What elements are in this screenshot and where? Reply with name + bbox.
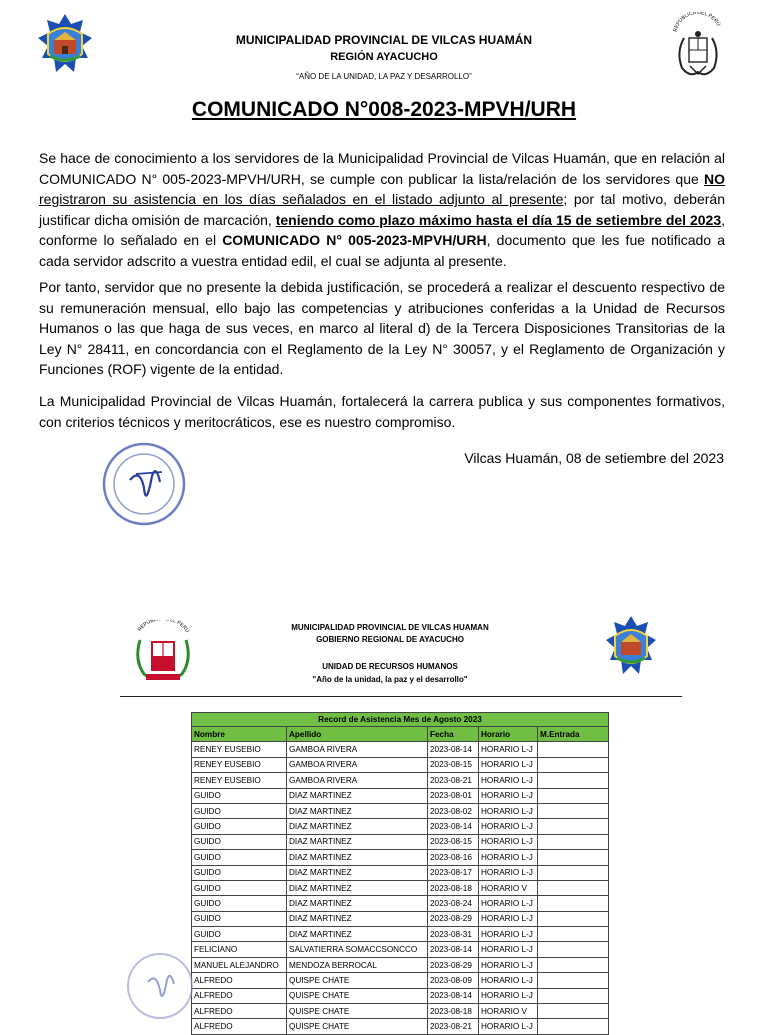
table-cell: HORARIO L-J — [479, 788, 538, 803]
table-cell: 2023-08-14 — [428, 988, 479, 1003]
paragraph-2: Por tanto, servidor que no presente la debida justificación, se procederá a realizar el descuento respectivo de su remuneración mensual, ello bajo las competencias y atribuciones conferidas a la Unidad de Recursos Humanos o las que haga de sus veces, en marco al literal d) de la Tercera Disposiciones Transitorias de la Ley N° 28411, en concordancia con el Reglamento de la Ley N° 30057, y el Reglamento de Organización y Funciones (ROF) vigente de la entidad. — [39, 279, 725, 378]
table-cell: RENEY EUSEBIO — [192, 757, 287, 772]
p1-comunicado-ref: COMUNICADO N° 005-2023-MPVH/URH — [222, 232, 487, 249]
p2-motto: "Año de la unidad, la paz y el desarrollo" — [312, 675, 468, 684]
table-cell — [538, 757, 609, 772]
table-cell: 2023-08-24 — [428, 896, 479, 911]
col-header: Nombre — [192, 727, 287, 742]
table-cell: HORARIO V — [479, 1004, 538, 1019]
table-cell: GUIDO — [192, 880, 287, 895]
table-row — [192, 850, 609, 865]
table-row — [192, 880, 609, 895]
table-cell: HORARIO L-J — [479, 1019, 538, 1034]
p2-unit: UNIDAD DE RECURSOS HUMANOS — [322, 662, 458, 671]
table-row — [192, 819, 609, 834]
table-cell: RENEY EUSEBIO — [192, 742, 287, 757]
p1-deadline: teniendo como plazo máximo hasta el día 15 de setiembre del 2023 — [275, 211, 722, 228]
table-cell: DIAZ MARTINEZ — [287, 788, 428, 803]
table-header-row — [192, 727, 609, 742]
table-cell: DIAZ MARTINEZ — [287, 896, 428, 911]
table-cell: HORARIO V — [479, 880, 538, 895]
table-cell: 2023-08-29 — [428, 957, 479, 972]
table-cell: 2023-08-14 — [428, 819, 479, 834]
p1-underlined: registraron su asistencia en los días señalados en el listado adjunto al presente — [39, 191, 564, 208]
table-cell: ALFREDO — [192, 1019, 287, 1034]
table-cell: GUIDO — [192, 911, 287, 926]
table-cell: 2023-08-18 — [428, 1004, 479, 1019]
table-cell: GUIDO — [192, 803, 287, 818]
table-cell: GAMBOA RIVERA — [287, 773, 428, 788]
table-row — [192, 988, 609, 1003]
table-cell: 2023-08-31 — [428, 927, 479, 942]
table-cell: HORARIO L-J — [479, 773, 538, 788]
header-motto: “AÑO DE LA UNIDAD, LA PAZ Y DESARROLLO” — [296, 72, 472, 81]
table-cell — [538, 973, 609, 988]
table-cell: 2023-08-18 — [428, 880, 479, 895]
table-cell: SALVATIERRA SOMACCSONCCO — [287, 942, 428, 957]
col-header: M.Entrada — [538, 727, 609, 742]
table-cell: GUIDO — [192, 865, 287, 880]
table-row — [192, 773, 609, 788]
table-cell — [538, 803, 609, 818]
table-cell — [538, 957, 609, 972]
table-cell: HORARIO L-J — [479, 865, 538, 880]
table-cell: 2023-08-17 — [428, 865, 479, 880]
peru-coat-of-arms-right — [668, 12, 728, 84]
table-row — [192, 1004, 609, 1019]
table-row — [192, 834, 609, 849]
table-caption: Record de Asistencia Mes de Agosto 2023 — [192, 713, 609, 727]
table-cell: 2023-08-21 — [428, 773, 479, 788]
table-row — [192, 803, 609, 818]
table-cell: DIAZ MARTINEZ — [287, 834, 428, 849]
table-cell: DIAZ MARTINEZ — [287, 911, 428, 926]
p1-no-emphasis: NO — [704, 170, 725, 187]
table-cell: HORARIO L-J — [479, 757, 538, 772]
header-region: REGIÓN AYACUCHO — [330, 51, 438, 63]
date-line: Vilcas Huamán, 08 de setiembre del 2023 — [464, 450, 724, 466]
p1-text-2: ; por tal motivo, deberán justificar dicha omisión de marcación, — [39, 191, 725, 228]
table-cell: MANUEL ALEJANDRO — [192, 957, 287, 972]
p2-seal-text: REPÚBL EL PERÚ — [136, 620, 191, 634]
table-row — [192, 927, 609, 942]
paragraph-1 — [39, 148, 725, 272]
header-org: MUNICIPALIDAD PROVINCIAL DE VILCAS HUAMÁN — [235, 33, 533, 47]
table-cell: GUIDO — [192, 896, 287, 911]
table-cell — [538, 865, 609, 880]
p2-org: MUNICIPALIDAD PROVINCIAL DE VILCAS HUAMAN — [291, 623, 489, 632]
table-row — [192, 896, 609, 911]
table-cell: 2023-08-01 — [428, 788, 479, 803]
table-cell: 2023-08-15 — [428, 757, 479, 772]
peru-coat-of-arms-p2 — [128, 620, 198, 686]
table-cell — [538, 819, 609, 834]
table-row — [192, 788, 609, 803]
municipal-logo-p2 — [604, 614, 658, 684]
table-cell: HORARIO L-J — [479, 896, 538, 911]
table-cell: ALFREDO — [192, 1004, 287, 1019]
table-cell: RENEY EUSEBIO — [192, 773, 287, 788]
table-row — [192, 742, 609, 757]
table-cell: GUIDO — [192, 788, 287, 803]
table-cell: 2023-08-21 — [428, 1019, 479, 1034]
table-cell — [538, 1019, 609, 1034]
attendance-table — [191, 712, 609, 1035]
table-cell — [538, 880, 609, 895]
p1-text-3: , conforme lo señalado en el — [39, 211, 726, 249]
table-cell: DIAZ MARTINEZ — [287, 880, 428, 895]
table-cell: DIAZ MARTINEZ — [287, 803, 428, 818]
col-header: Horario — [479, 727, 538, 742]
table-cell — [538, 988, 609, 1003]
table-row — [192, 957, 609, 972]
table-cell: 2023-08-02 — [428, 803, 479, 818]
table-cell: FELICIANO — [192, 942, 287, 957]
table-cell: DIAZ MARTINEZ — [287, 865, 428, 880]
col-header: Apellido — [287, 727, 428, 742]
table-cell — [538, 896, 609, 911]
table-cell: HORARIO L-J — [479, 742, 538, 757]
p1-text-1: Se hace de conocimiento a los servidores de la Municipalidad Provincial de Vilcas Huamán, que en relación al COMUNICADO N° 005-2023-MPVH/URH, se cumple con publicar la lista/relación de los servidores que — [39, 150, 725, 187]
table-cell: GUIDO — [192, 927, 287, 942]
table-cell: HORARIO L-J — [479, 988, 538, 1003]
paragraph-3: La Municipalidad Provincial de Vilcas Huamán, fortalecerá la carrera publica y sus componentes formativos, con criterios técnicos y meritocráticos, ese es nuestro compromiso. — [39, 393, 725, 430]
table-cell: GAMBOA RIVERA — [287, 742, 428, 757]
table-cell: GUIDO — [192, 834, 287, 849]
table-cell — [538, 927, 609, 942]
svg-text:REPÚBLICA DEL PERÚ — [672, 12, 722, 32]
table-row — [192, 973, 609, 988]
table-cell: HORARIO L-J — [479, 911, 538, 926]
table-cell: QUISPE CHATE — [287, 973, 428, 988]
table-cell: HORARIO L-J — [479, 927, 538, 942]
table-cell: 2023-08-09 — [428, 973, 479, 988]
p2-divider — [120, 696, 682, 697]
svg-text:REPÚBLICA DEL PERÚ — [137, 620, 191, 634]
table-cell — [538, 942, 609, 957]
table-cell: HORARIO L-J — [479, 819, 538, 834]
table-cell — [538, 911, 609, 926]
table-cell: GAMBOA RIVERA — [287, 757, 428, 772]
table-cell: HORARIO L-J — [479, 942, 538, 957]
official-stamp-signature — [100, 438, 190, 530]
table-cell: GUIDO — [192, 819, 287, 834]
table-cell: DIAZ MARTINEZ — [287, 850, 428, 865]
table-cell: HORARIO L-J — [479, 957, 538, 972]
table-cell: ALFREDO — [192, 988, 287, 1003]
table-cell — [538, 850, 609, 865]
table-row — [192, 942, 609, 957]
table-cell: 2023-08-14 — [428, 742, 479, 757]
p1-text-4: , documento que les fue notificado a cada servidor adscrito a vuestra entidad edil, el cual se adjunta al presente. — [39, 232, 725, 269]
page-title: COMUNICADO N°008-2023-MPVH/URH — [191, 98, 577, 121]
table-cell: DIAZ MARTINEZ — [287, 819, 428, 834]
table-cell: HORARIO L-J — [479, 803, 538, 818]
table-row — [192, 757, 609, 772]
table-cell — [538, 742, 609, 757]
table-cell: QUISPE CHATE — [287, 988, 428, 1003]
table-cell: QUISPE CHATE — [287, 1019, 428, 1034]
p2-gov: GOBIERNO REGIONAL DE AYACUCHO — [316, 635, 464, 644]
seal-text-top: REPÚBLICA DEL PERÚ — [672, 12, 722, 33]
table-cell — [538, 834, 609, 849]
table-row — [192, 1019, 609, 1034]
table-cell: ALFREDO — [192, 973, 287, 988]
table-cell: HORARIO L-J — [479, 850, 538, 865]
table-cell: DIAZ MARTINEZ — [287, 927, 428, 942]
table-cell: HORARIO L-J — [479, 834, 538, 849]
table-cell: 2023-08-15 — [428, 834, 479, 849]
table-cell: 2023-08-14 — [428, 942, 479, 957]
table-cell — [538, 773, 609, 788]
table-cell — [538, 1004, 609, 1019]
table-cell: 2023-08-16 — [428, 850, 479, 865]
table-row — [192, 865, 609, 880]
stamp-signature-p2 — [124, 950, 196, 1020]
table-row — [192, 911, 609, 926]
col-header: Fecha — [428, 727, 479, 742]
table-cell — [538, 788, 609, 803]
table-cell: QUISPE CHATE — [287, 1004, 428, 1019]
table-cell: 2023-08-29 — [428, 911, 479, 926]
table-cell: GUIDO — [192, 850, 287, 865]
table-cell: HORARIO L-J — [479, 973, 538, 988]
table-cell: MENDOZA BERROCAL — [287, 957, 428, 972]
